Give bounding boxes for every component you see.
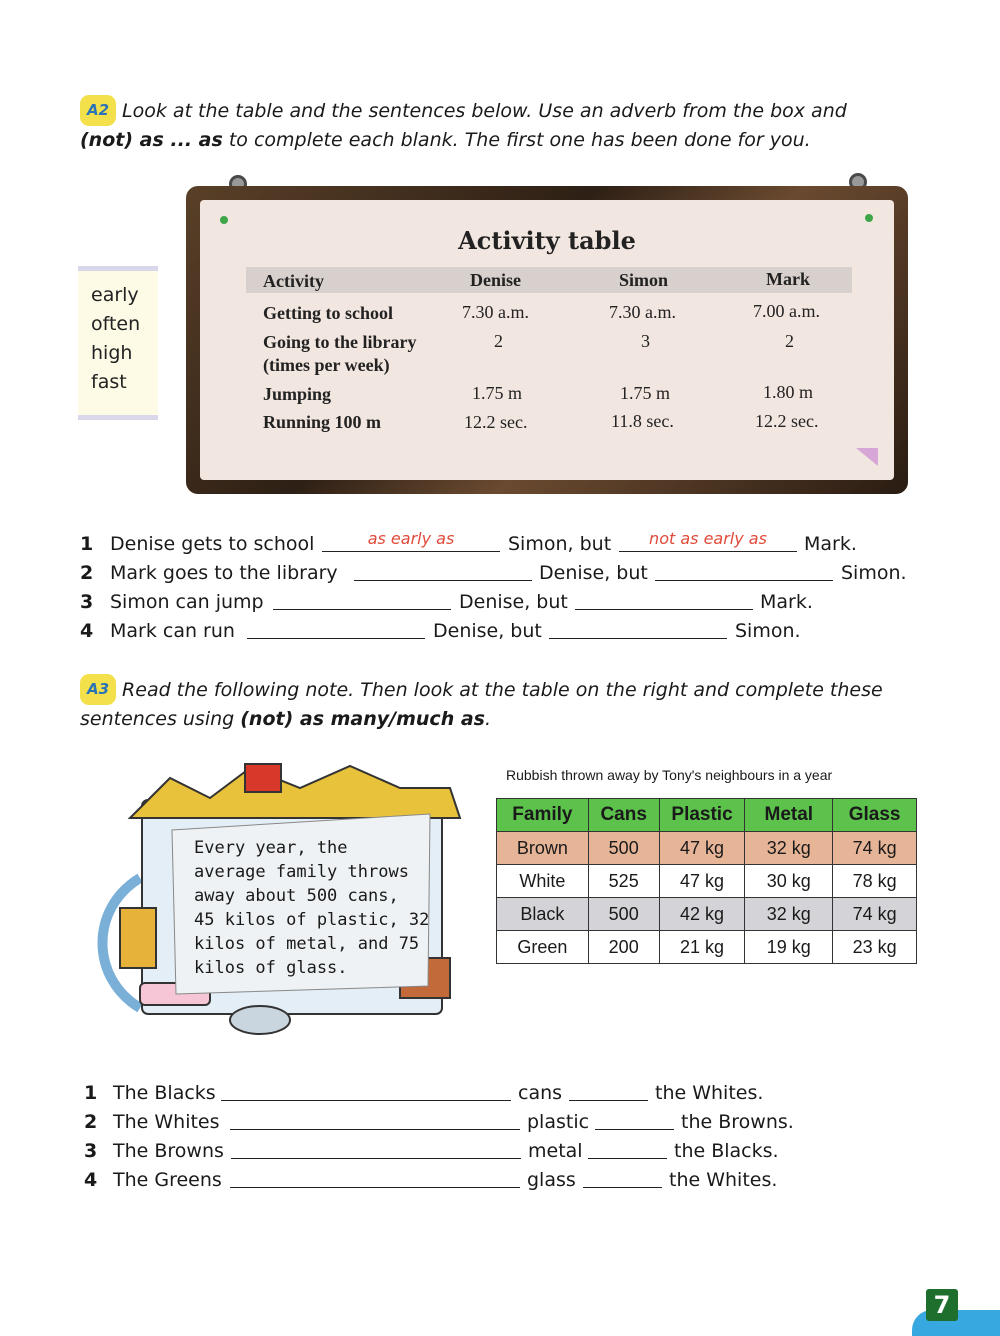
activity-cell: 7.30 a.m.: [609, 302, 676, 322]
note-line: away about 500 cans,: [194, 886, 399, 906]
table-cell: Green: [497, 931, 589, 964]
adverb-often: often: [91, 313, 141, 335]
activity-row-label: Getting to school: [263, 303, 393, 323]
sentence-text: Denise, but: [433, 620, 542, 642]
sentence-text: The Blacks: [113, 1082, 216, 1104]
can-bottom: [230, 1006, 290, 1034]
a3-line2-bold: (not) as many/much as: [240, 708, 485, 730]
note-line: kilos of glass.: [194, 958, 348, 978]
table-cell: 19 kg: [745, 931, 833, 964]
sentence-text: Mark goes to the library: [110, 562, 338, 584]
sentence-text: Mark.: [804, 533, 857, 555]
answer-blank[interactable]: [231, 1140, 521, 1159]
a2-line2-rest: to complete each blank. The first one has been done for you.: [222, 129, 811, 151]
a2-badge: A2: [80, 95, 116, 126]
table-cell: 500: [588, 898, 659, 931]
note-line: Every year, the: [194, 838, 348, 858]
sentence-text: the Blacks.: [674, 1140, 779, 1162]
table-cell: 525: [588, 865, 659, 898]
answer-blank[interactable]: [569, 1082, 648, 1101]
a3-sentence-2: [84, 1111, 794, 1133]
answer-blank[interactable]: [354, 562, 532, 581]
a3-instruction: [80, 674, 960, 734]
sentence-text: Mark can run: [110, 620, 235, 642]
sentence-text: The Greens: [113, 1169, 222, 1191]
activity-cell: 11.8 sec.: [611, 411, 674, 431]
answer-blank[interactable]: [273, 591, 451, 610]
activity-cell: 3: [641, 331, 650, 351]
sentence-text: metal: [528, 1140, 583, 1162]
sentence-text: Denise gets to school: [110, 533, 315, 555]
table-cell: 32 kg: [745, 832, 833, 865]
sentence-text: the Browns.: [681, 1111, 794, 1133]
header-family: Family: [497, 799, 589, 832]
activity-cell: 2: [785, 331, 794, 351]
table-cell: 74 kg: [833, 898, 917, 931]
note-text: [194, 836, 449, 980]
activity-cell: 7.00 a.m.: [753, 301, 820, 321]
activity-cell: 7.30 a.m.: [462, 302, 529, 322]
activity-cell: 12.2 sec.: [755, 411, 819, 431]
answer-blank[interactable]: [230, 1111, 520, 1130]
answer-blank[interactable]: [221, 1082, 511, 1101]
activity-cell: 1.75 m: [472, 383, 523, 403]
a3-sentence-1: [84, 1082, 764, 1104]
table-cell: 74 kg: [833, 832, 917, 865]
activity-cell: 2: [494, 331, 503, 351]
pin-right: [865, 214, 873, 222]
note-line: average family throws: [194, 862, 409, 882]
sentence-text: glass: [527, 1169, 576, 1191]
a3-line1: Read the following note. Then look at the table on the right and complete these: [122, 679, 883, 701]
table-cell: 500: [588, 832, 659, 865]
adverb-high: high: [91, 342, 133, 364]
a3-badge: A3: [80, 674, 116, 705]
pin-left: [220, 216, 228, 224]
a2-sentence-2: [80, 562, 907, 584]
sentence-number: 3: [84, 1140, 98, 1162]
table-cell: 200: [588, 931, 659, 964]
rubbish-table-caption: Rubbish thrown away by Tony's neighbours in a year: [506, 767, 833, 783]
header-activity: Activity: [263, 271, 324, 291]
table-cell: 23 kg: [833, 931, 917, 964]
header-mark: Mark: [766, 269, 810, 289]
sentence-text: Denise, but: [459, 591, 568, 613]
answer-blank[interactable]: [595, 1111, 674, 1130]
sentence-number: 2: [80, 562, 94, 584]
sentence-text: Denise, but: [539, 562, 648, 584]
table-cell: 47 kg: [659, 865, 745, 898]
sentence-number: 2: [84, 1111, 98, 1133]
a3-sentence-3: [84, 1140, 779, 1162]
rubbish-header-row: [497, 799, 917, 832]
header-plastic: Plastic: [659, 799, 745, 832]
a2-line1: Look at the table and the sentences below. Use an adverb from the box and: [122, 100, 847, 122]
table-cell: 30 kg: [745, 865, 833, 898]
activity-cell: 1.80 m: [763, 382, 814, 402]
table-cell: 32 kg: [745, 898, 833, 931]
a3-line2-end: .: [484, 708, 492, 730]
table-row: [497, 898, 917, 931]
header-denise: Denise: [470, 270, 521, 290]
table-cell: 42 kg: [659, 898, 745, 931]
activity-table-title: Activity table: [458, 226, 636, 255]
a2-sentence-3: [80, 591, 813, 613]
sentence-number: 4: [84, 1169, 98, 1191]
sentence-text: Simon.: [735, 620, 801, 642]
answer-blank[interactable]: [230, 1169, 520, 1188]
a2-sentence-1: [80, 529, 857, 555]
table-cell: 78 kg: [833, 865, 917, 898]
header-simon: Simon: [619, 270, 669, 290]
rubbish-table: [496, 798, 917, 964]
answer-blank[interactable]: [549, 620, 727, 639]
bin-rubbish-top: [130, 766, 460, 818]
adverb-fast: fast: [91, 371, 127, 393]
note-line: 45 kilos of plastic, 32: [194, 910, 430, 930]
sentence-text: Simon, but: [508, 533, 612, 555]
table-cell: Black: [497, 898, 589, 931]
sentence-text: Simon can jump: [110, 591, 264, 613]
answer-blank[interactable]: [575, 591, 753, 610]
sentence-number: 4: [80, 620, 94, 642]
sentence-text: the Whites.: [669, 1169, 778, 1191]
sentence-text: the Whites.: [655, 1082, 764, 1104]
answer-blank[interactable]: [588, 1140, 667, 1159]
table-cell: 47 kg: [659, 832, 745, 865]
sentence-text: Mark.: [760, 591, 813, 613]
activity-cell: 12.2 sec.: [464, 412, 528, 432]
a3-line2-pre: sentences using: [80, 708, 241, 730]
a2-sentence-4: [80, 620, 801, 642]
table-cell: 21 kg: [659, 931, 745, 964]
answer-blank[interactable]: [583, 1169, 662, 1188]
answer-blank[interactable]: [247, 620, 425, 639]
sentence-text: The Whites: [113, 1111, 220, 1133]
activity-cell: 1.75 m: [620, 383, 671, 403]
a2-line2-bold: (not) as ... as: [80, 129, 223, 151]
sentence-number: 3: [80, 591, 94, 613]
table-cell: White: [497, 865, 589, 898]
sentence-text: Simon.: [841, 562, 907, 584]
table-row: [497, 931, 917, 964]
answer-example: not as early as: [649, 529, 767, 548]
sentence-number: 1: [84, 1082, 98, 1104]
header-metal: Metal: [745, 799, 833, 832]
activity-header-bar: [246, 267, 852, 293]
adverb-early: early: [91, 284, 139, 306]
activity-row-label: Going to the library: [263, 332, 417, 352]
sentence-text: cans: [518, 1082, 563, 1104]
folded-corner: [856, 448, 878, 466]
a3-sentence-4: [84, 1169, 778, 1191]
sentence-text: plastic: [527, 1111, 590, 1133]
table-cell: Brown: [497, 832, 589, 865]
sentence-text: The Browns: [113, 1140, 224, 1162]
table-row: [497, 832, 917, 865]
sentence-number: 1: [80, 533, 94, 555]
note-line: kilos of metal, and 75: [194, 934, 420, 954]
table-row: [497, 865, 917, 898]
header-cans: Cans: [588, 799, 659, 832]
answer-blank[interactable]: [655, 562, 833, 581]
activity-row-sublabel: (times per week): [263, 355, 390, 375]
answer-example: as early as: [367, 529, 455, 548]
a2-instruction: [80, 95, 960, 155]
header-glass: Glass: [833, 799, 917, 832]
activity-row-label: Jumping: [263, 384, 332, 404]
red-can-top: [245, 764, 281, 792]
activity-row-label: Running 100 m: [263, 412, 382, 432]
page-number: 7: [926, 1289, 958, 1321]
box-left: [120, 908, 156, 968]
